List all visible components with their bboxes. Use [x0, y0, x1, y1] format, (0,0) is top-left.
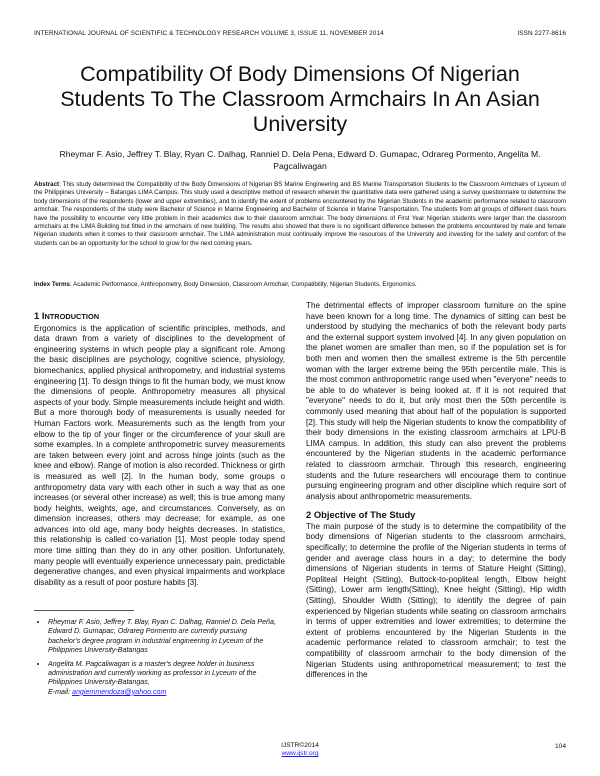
- footnote-advisor-text: Angelita M. Pagcaliwagan is a master's degree holder in business administration and currently working as professor in Lyceum of the Philippines University-Batangas,: [48, 659, 257, 687]
- index-terms-text: : Academic Performance, Anthropometry, Body Dimension, Classroom Armchair, Compatibility, Nigerian Students, Ergonomics.: [70, 281, 417, 288]
- footnote-authors: • Rheymar F. Asio, Jeffrey T. Blay, Ryan C. Dalhag, Ranniel D. Dela Peña, Edward D. Gumapac, Odrareg Pormento are currently pursuing bachelor's degree program in industrial engineering in Lyceum of the Philippines University-Batangas: [48, 618, 279, 656]
- paper-title: Compatibility Of Body Dimensions Of Nigerian Students To The Classroom Armchairs In An Asian University: [60, 62, 540, 136]
- section-1-number: 1: [34, 310, 42, 321]
- abstract-text: : This study determined the Compatibility of the Body Dimensions of Nigerian BS Marine Engineering and BS Marine Transportation Students to the Classroom Armchairs of Lyceum of the Philippines University – Batangas LIMA Campus. This study used a descriptive method of research wherein the quantitative data were gathered using a survey questionnaire to determine the body dimensions of the respondents (lower and upper extremities), and to identify the extent of problems encountered by the Nigerian Students in the academic performance related to classroom armchair. The respondents of the study were Bachelor of Science in Marine Engineering and Bachelor of Science in Marine Transportation. The students from all groups of different class hours have the possibility to encounter very little problem in their academics due to their classroom armchair. The body dimensions of First Year Nigerian students were larger than the classroom armchairs at the LIMA Building but fitted in the armchairs of new building. The results also showed that there is no significant difference between the problems encountered by male and female Nigerian students when it comes to their classroom armchair. The LIMA administration must continually improve the resources of the University and investing for the safety and comfort of the students can be an opportunity for the school to grow for the next coming years.: [34, 181, 566, 247]
- section-2-paragraph: The main purpose of the study is to determine the compatibility of the body dimensions of Nigerian students to the classroom armchairs, specifically; to determine the profile of the Nigerian students in terms of gender and average class hours in a day; to determine the body dimensions of Nigerian students in terms of Stature Height (Sitting), Popliteal Height (Sitting), Buttock-to-popliteal length, Elbow height (Sitting), Lower arm length(Sitting), Knee height (Sitting), Hip width (Sitting), Shoulder Width (Sitting); to identify the degree of pain experienced by Nigerian students while seating on classroom armchairs in terms of upper extremities and lower extremities; to determine the extent of problems encountered by the Nigerian Students in the academic performance related to classroom armchair; to test the compatibility of classroom armchair to the body dimension of the Nigerian Students using anthropometrical measurement; to test the differences in the: [306, 521, 566, 680]
- section-1-initial: I: [41, 310, 45, 321]
- author-list: Rheymar F. Asio, Jeffrey T. Blay, Ryan C. Dalhag, Ranniel D. Dela Pena, Edward D. Gumapac, Odrareg Pormento, Angelita M. Pagcaliwagan: [59, 149, 541, 171]
- footnote-advisor: [48, 660, 279, 698]
- section-2-heading: 2 Objective of The Study: [306, 509, 416, 521]
- intro-continued-paragraph: The detrimental effects of improper classroom furniture on the spine have been known for a long time. The dynamics of sitting can best be understood by studying the mechanics of both the relevant body parts and the external support system involved [4]. In any given population on the planet women are smaller than men, so if the population set is for both men and women then the smallest extreme is the 5th percentile woman with the larger extreme being the 95th percentile male. This is the most common anthropometric range used when "everyone" needs to be able to do whatever is being looked at. If it is not required that "everyone" needs to do it, but only most then the 50th percentile is commonly used meaning that about half of the population is supported [2]. This study will help the Nigerian students to know the compatibility of their body dimensions in the existing classroom armchairs at LPU-B LIMA campus. In addition, this study can also prevent the problems encountered by the Nigerian students in the academic performance related to classroom armchair. Through this research, engineering students and the future researchers will encourage them to continue pursuing engineering program and other discipline which require sort of analysis about anthropometric measurements.: [306, 301, 566, 501]
- author-footnotes: [34, 618, 279, 701]
- page-footer: [0, 742, 600, 758]
- journal-info: INTERNATIONAL JOURNAL OF SCIENTIFIC & TECHNOLOGY RESEARCH VOLUME 3, ISSUE 11, NOVEMBER 2014: [34, 30, 384, 37]
- section-1-paragraph: Ergonomics is the application of scientific principles, methods, and data drawn from a variety of disciplines to the development of engineering systems in which people play a significant role. Among the basic disciplines are psychology, cognitive science, physiology, biomechanics, applied physical anthropometry, and industrial systems engineering [1]. To design things to fit the human body, we must know the dimensions of people. Anthropometry measures all physical aspects of your body. Simple measurements include height and width. But a more thorough body of measurements is usually needed for Human Factors work. Measurements such as the length from your elbow to the tip of your finger or the circumference of your skull are some examples. In a complete anthropometric survey measurements are taken between every joint and across hinge joints (such as the knee and elbow). Range of motion is also recorded. Thickness or girth is measured as well [2]. In the human body, some groups o anthropometry data vary with each other in such a way that as one increases (or several other increase) as well; this is true among many body heights, weights, age, and circumstances. Conversely, as on dimension increases, others may decrease; for example, as one advances into old age, many body heights decreases. In statistics, this relationship is called co-variation [1]. Most people today spend more time sitting than they do in any other position. Unfortunately, many people will eventually experience unnecessary pain, predictable degenerative changes, and even physical impairments and workplace disability as a result of poor posture habits [3].: [34, 323, 285, 587]
- journal-website-link[interactable]: www.ijstr.org: [281, 750, 319, 757]
- index-terms-label: Index Terms: [34, 281, 70, 288]
- email-link[interactable]: angiemmendoza@yahoo.com: [72, 687, 167, 696]
- index-terms: [34, 281, 566, 289]
- abstract: [34, 181, 566, 248]
- section-1-title: NTRODUCTION: [44, 312, 100, 321]
- copyright: IJSTR©2014: [281, 742, 319, 749]
- left-column: [34, 311, 285, 588]
- email-label: E-mail:: [48, 687, 73, 696]
- abstract-label: Abstract: [34, 181, 60, 188]
- right-column: [306, 301, 566, 681]
- issn: ISSN 2277-8616: [517, 30, 566, 37]
- page-number: 104: [554, 743, 566, 750]
- footnote-divider: [34, 610, 134, 611]
- section-1-heading: [34, 311, 285, 323]
